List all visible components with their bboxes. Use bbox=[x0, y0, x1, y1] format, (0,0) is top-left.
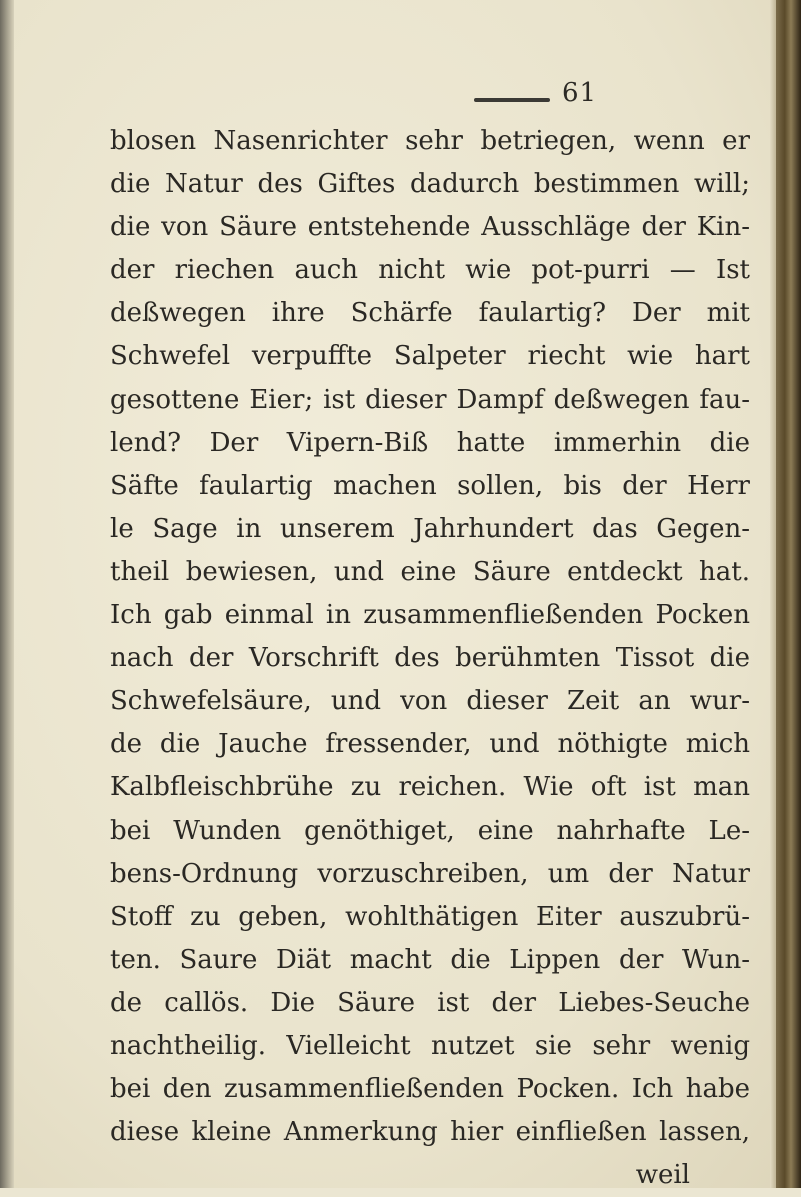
text-line: die von Säure entstehende Ausschläge der Kin- bbox=[110, 212, 750, 243]
page-number: 61 bbox=[562, 78, 598, 108]
text-line: Kalbfleischbrühe zu reichen. Wie oft ist man bbox=[110, 772, 750, 803]
text-line: nachtheilig. Vielleicht nutzet sie sehr wenig bbox=[110, 1030, 750, 1061]
text-line: lend? Der Vipern-Biß hatte immerhin die bbox=[110, 427, 750, 458]
text-line: gesottene Eier; ist dieser Dampf deßwegen fau- bbox=[110, 384, 750, 415]
text-line: blosen Nasenrichter sehr betriegen, wenn er bbox=[110, 126, 750, 156]
text-line: nach der Vorschrift des berühmten Tissot die bbox=[110, 643, 750, 674]
catchword: weil bbox=[635, 1160, 690, 1191]
text-line: Ich gab einmal in zusammenfließenden Pocken bbox=[110, 600, 750, 631]
text-line: de die Jauche fressender, und nöthigte mich bbox=[110, 729, 750, 760]
book-spine-shadow bbox=[0, 0, 14, 1188]
text-line: der riechen auch nicht wie pot-purri — Ist bbox=[110, 255, 750, 286]
text-line: die Natur des Giftes dadurch bestimmen will; bbox=[110, 169, 750, 200]
text-line: bens-Ordnung vorzuschreiben, um der Natur bbox=[110, 858, 750, 889]
text-line: theil bewiesen, und eine Säure entdeckt hat. bbox=[110, 556, 750, 587]
text-line: Schwefelsäure, und von dieser Zeit an wur- bbox=[110, 686, 750, 717]
text-line: ten. Saure Diät macht die Lippen der Wun- bbox=[110, 944, 750, 975]
text-line: le Sage in unserem Jahrhundert das Gegen- bbox=[110, 513, 750, 544]
text-line: bei den zusammenfließenden Pocken. Ich habe bbox=[110, 1074, 750, 1105]
text-line: diese kleine Anmerkung hier einfließen lassen, bbox=[110, 1117, 750, 1148]
header-rule bbox=[474, 98, 550, 102]
text-line: Schwefel verpuffte Salpeter riecht wie hart bbox=[110, 341, 750, 372]
body-text bbox=[110, 120, 750, 1197]
text-line: de callös. Die Säure ist der Liebes-Seuche bbox=[110, 987, 750, 1018]
book-edge-right bbox=[776, 0, 801, 1188]
text-line: Stoff zu geben, wohlthätigen Eiter auszubrü- bbox=[110, 901, 750, 932]
text-line: bei Wunden genöthiget, eine nahrhafte Le- bbox=[110, 815, 750, 846]
text-line: deßwegen ihre Schärfe faulartig? Der mit bbox=[110, 298, 750, 329]
text-line: Säfte faulartig machen sollen, bis der Herr bbox=[110, 470, 750, 501]
